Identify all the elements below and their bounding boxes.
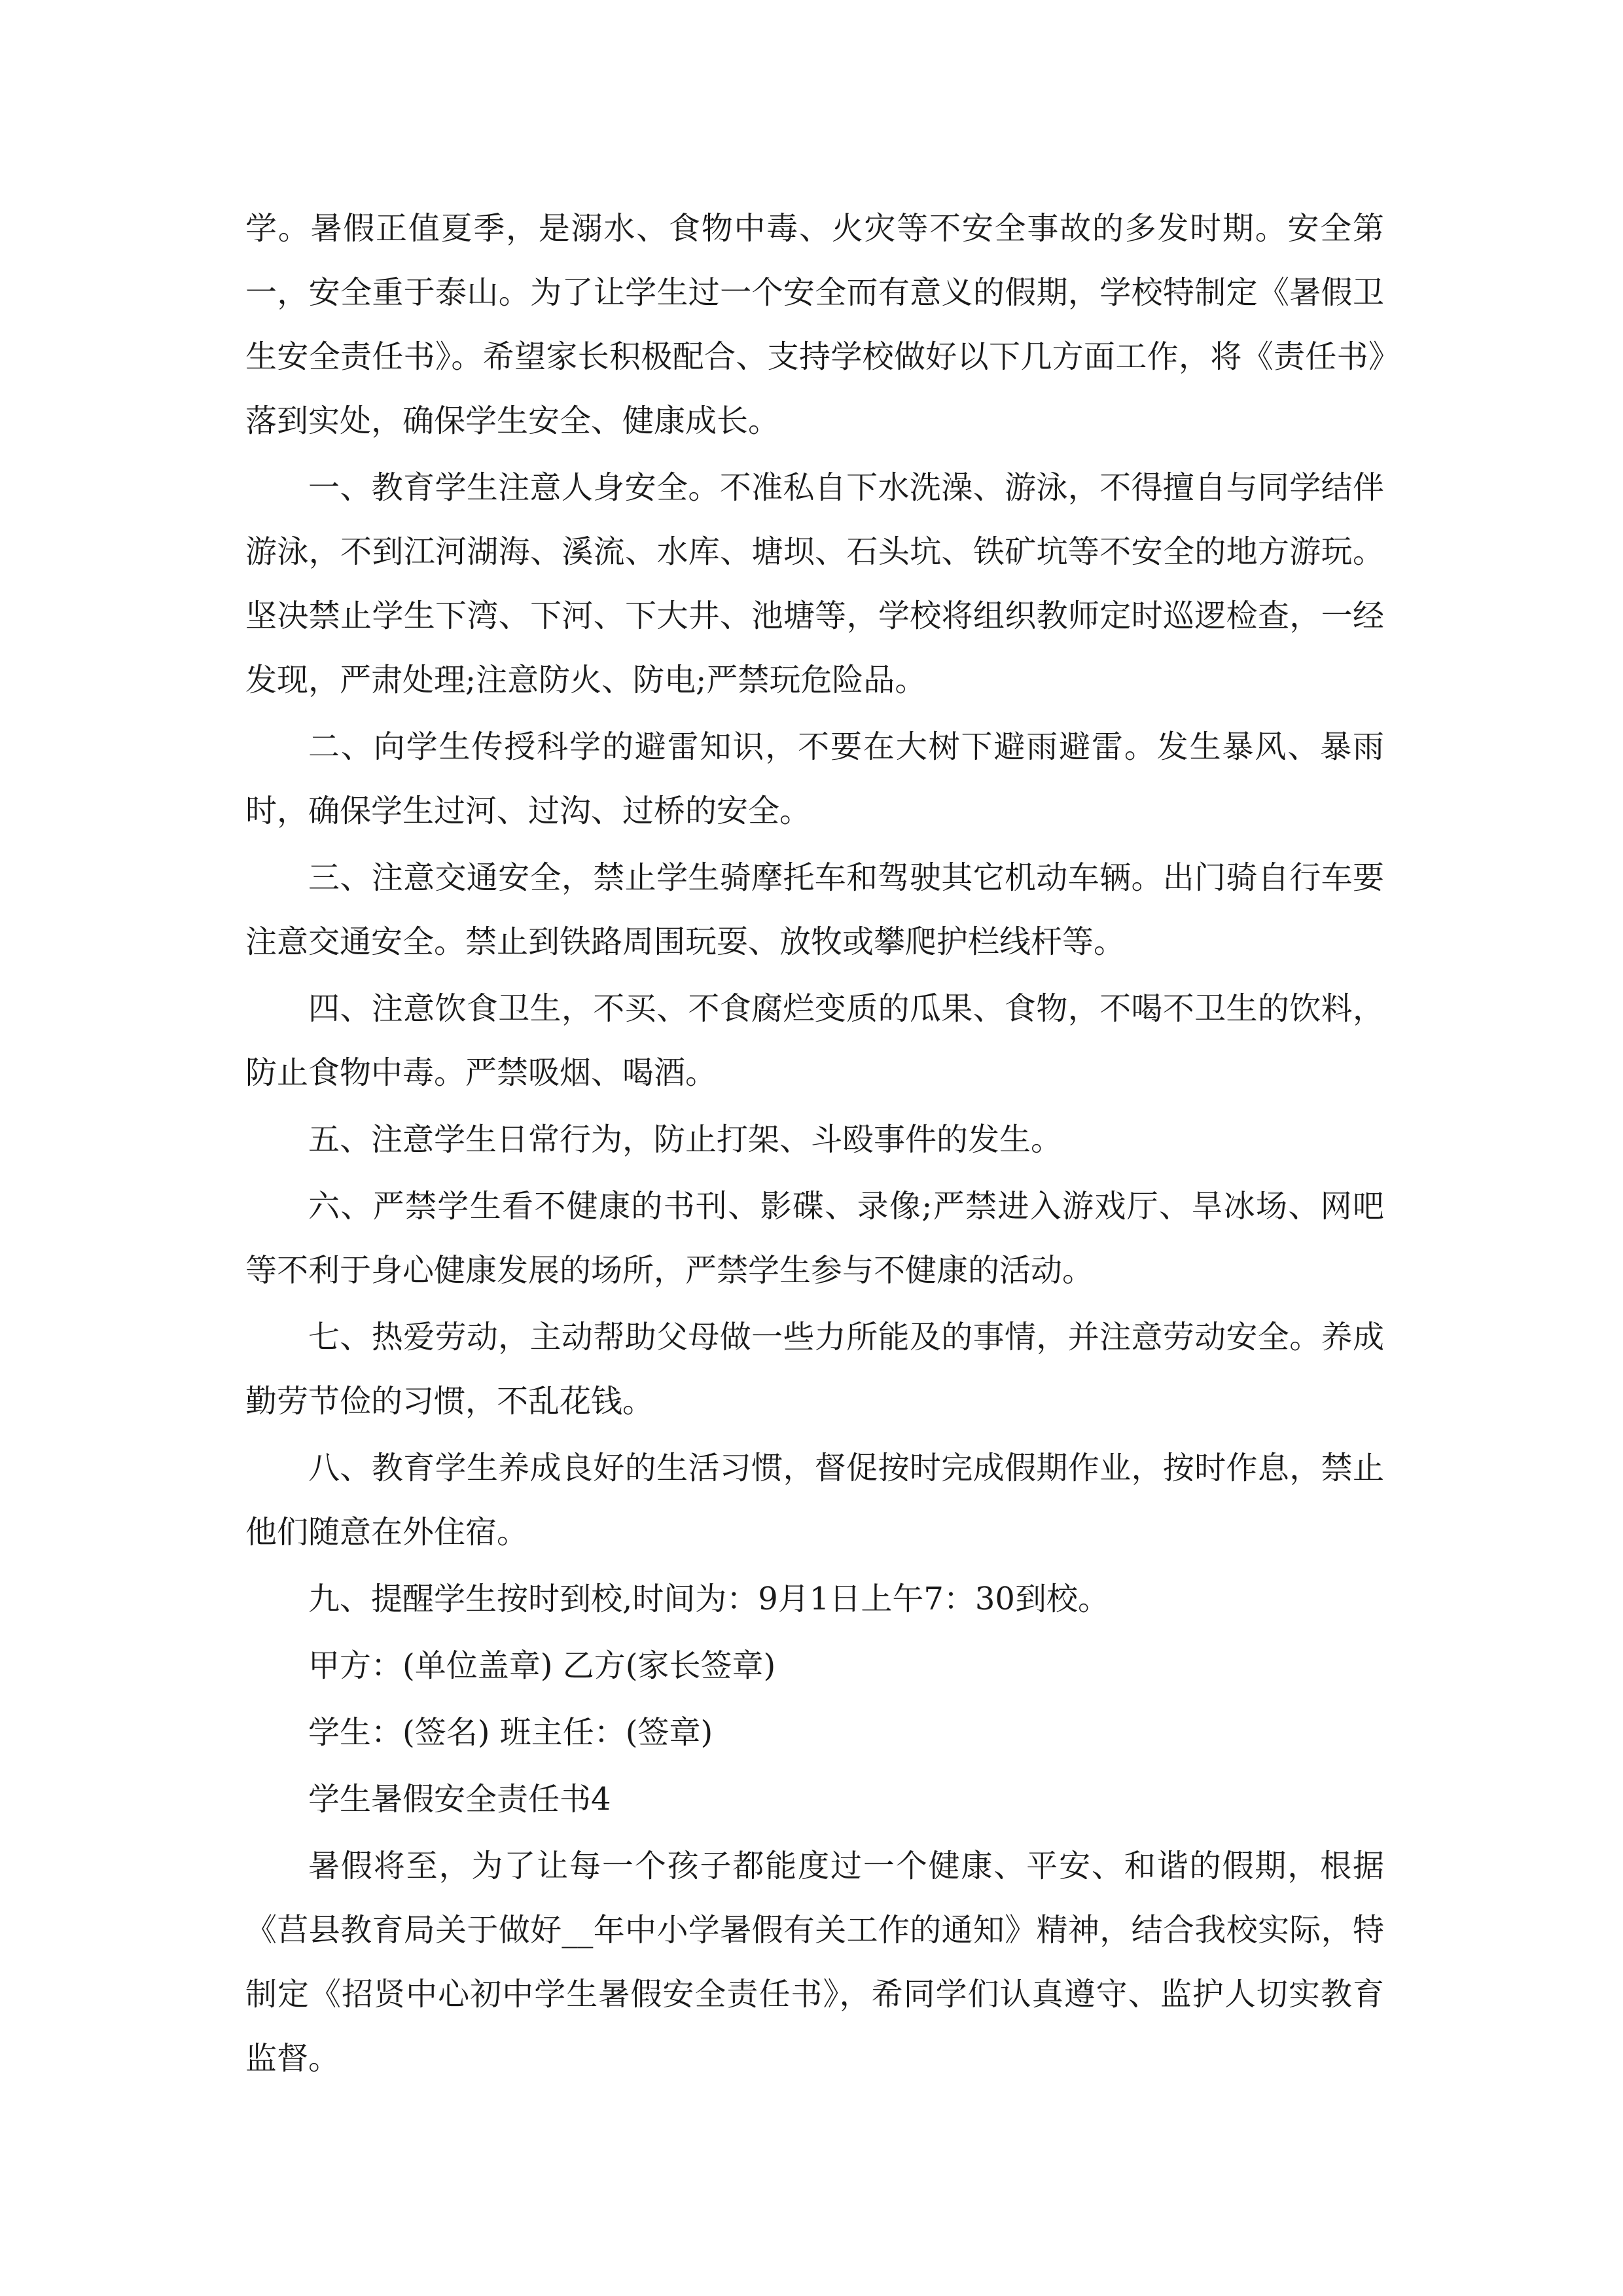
paragraph-item-1: 一、教育学生注意人身安全。不准私自下水洗澡、游泳，不得擅自与同学结伴游泳，不到江河湖海、溪流、水库、塘坝、石头坑、铁矿坑等不安全的地方游玩。坚决禁止学生下湾、下河、下大井、池塘等，学校将组织教师定时巡逻检查，一经发现，严肃处理;注意防火、防电;严禁玩危险品。 — [245, 469, 1384, 698]
paragraph-item-9: 九、提醒学生按时到校,时间为：9月1日上午7：30到校。 — [308, 1581, 1109, 1617]
paragraph-item-7: 七、热爱劳动，主动帮助父母做一些力所能及的事情，并注意劳动安全。养成勤劳节俭的习惯，不乱花钱。 — [245, 1319, 1384, 1420]
paragraph-item-4: 四、注意饮食卫生，不买、不食腐烂变质的瓜果、食物，不喝不卫生的饮料，防止食物中毒。严禁吸烟、喝酒。 — [245, 990, 1384, 1091]
paragraph-section-intro: 暑假将至，为了让每一个孩子都能度过一个健康、平安、和谐的假期，根据《莒县教育局关于做好__年中小学暑假有关工作的通知》精神，结合我校实际，特制定《招贤中心初中学生暑假安全责任书》，希同学们认真遵守、监护人切实教育监督。 — [245, 1848, 1384, 2077]
paragraph-intro-continued: 学。暑假正值夏季，是溺水、食物中毒、火灾等不安全事故的多发时期。安全第一，安全重于泰山。为了让学生过一个安全而有意义的假期，学校特制定《暑假卫生安全责任书》。希望家长积极配合、支持学校做好以下几方面工作，将《责任书》落到实处，确保学生安全、健康成长。 — [245, 210, 1384, 439]
paragraph-item-5: 五、注意学生日常行为，防止打架、斗殴事件的发生。 — [308, 1121, 1063, 1158]
document-body — [245, 196, 1384, 2093]
paragraph-item-8: 八、教育学生养成良好的生活习惯，督促按时完成假期作业，按时作息，禁止他们随意在外住宿。 — [245, 1450, 1384, 1551]
signature-line-student-teacher: 学生：(签名) 班主任：(签章) — [308, 1714, 713, 1751]
paragraph-item-2: 二、向学生传授科学的避雷知识，不要在大树下避雨避雷。发生暴风、暴雨时，确保学生过河、过沟、过桥的安全。 — [245, 728, 1384, 829]
paragraph-item-3: 三、注意交通安全，禁止学生骑摩托车和驾驶其它机动车辆。出门骑自行车要注意交通安全。禁止到铁路周围玩耍、放牧或攀爬护栏线杆等。 — [245, 859, 1384, 960]
signature-line-parties: 甲方：(单位盖章) 乙方(家长签章) — [308, 1647, 776, 1684]
section-heading: 学生暑假安全责任书4 — [308, 1781, 611, 1818]
paragraph-item-6: 六、严禁学生看不健康的书刊、影碟、录像;严禁进入游戏厅、旱冰场、网吧等不利于身心健康发展的场所，严禁学生参与不健康的活动。 — [245, 1188, 1384, 1289]
